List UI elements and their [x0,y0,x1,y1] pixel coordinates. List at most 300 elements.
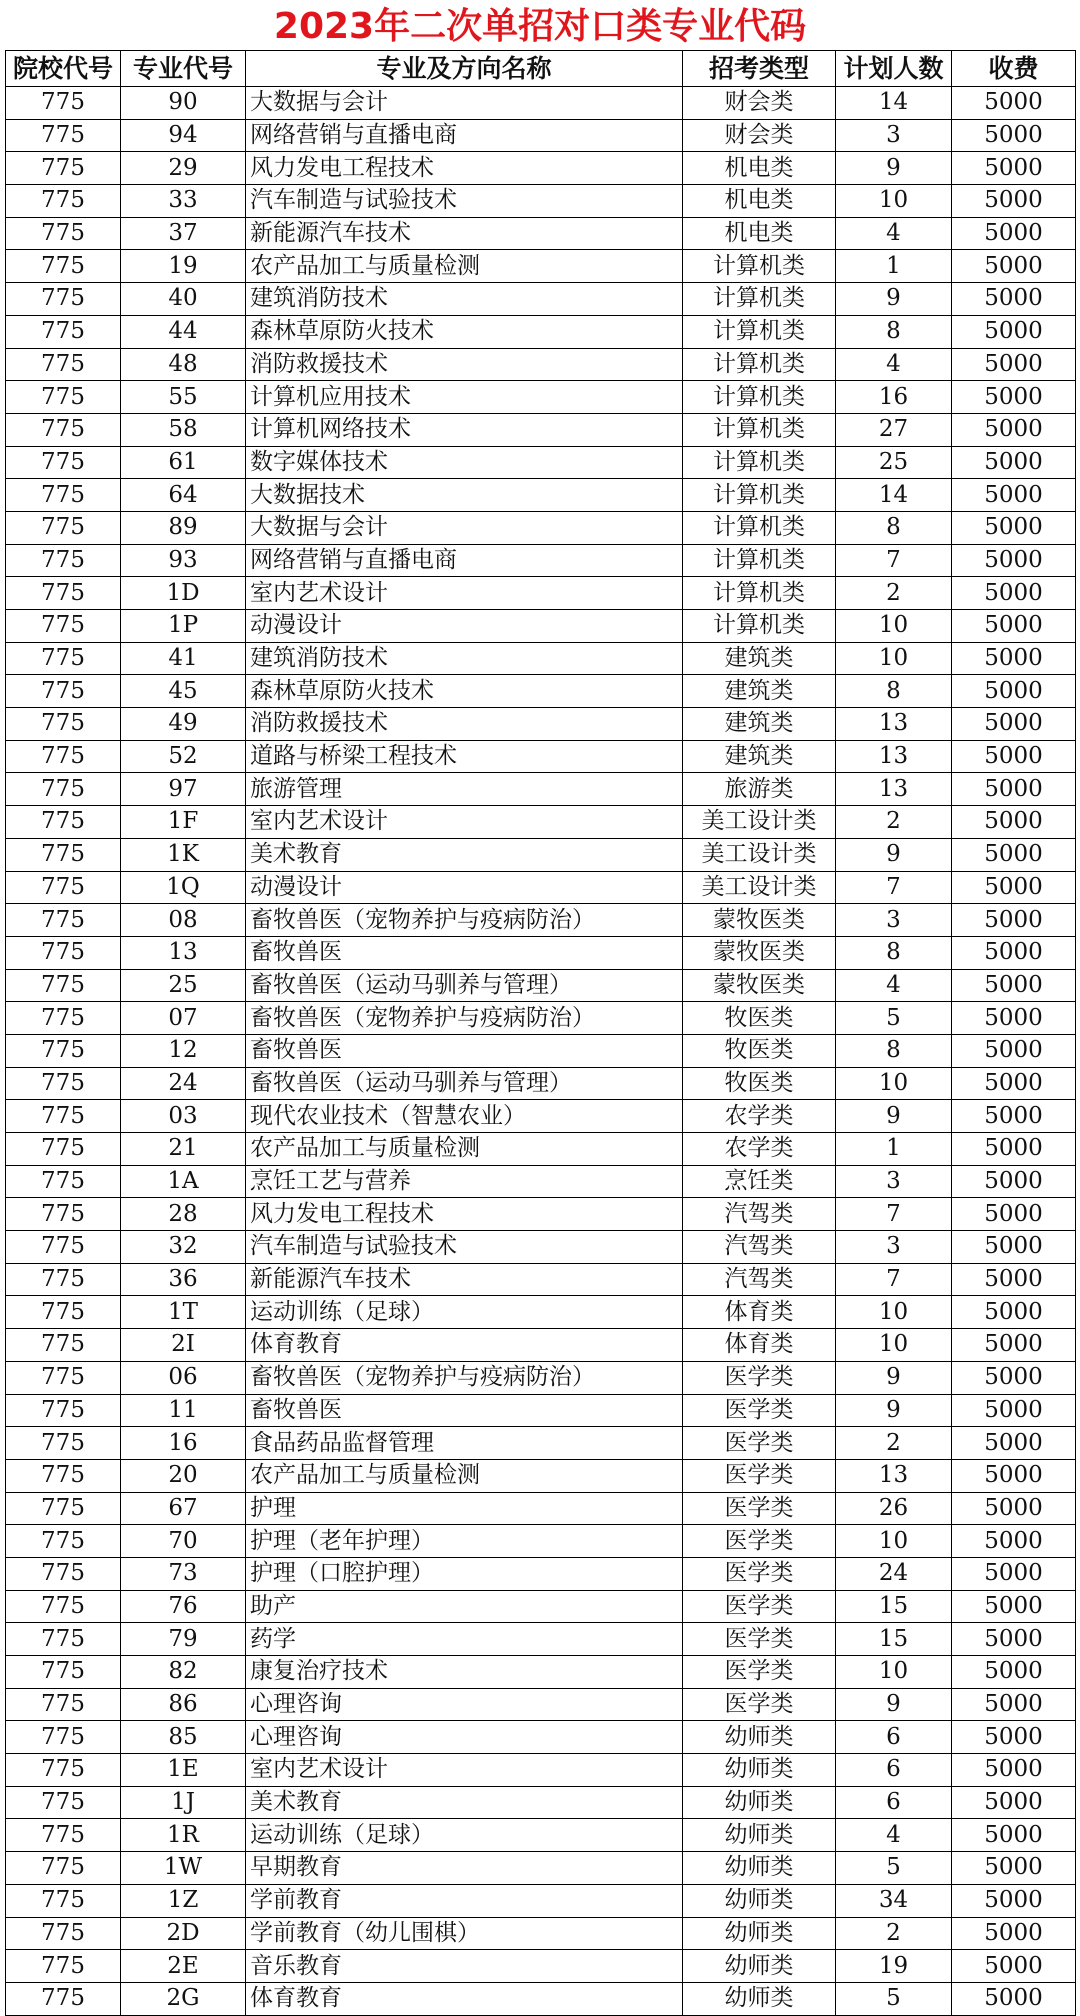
fee-cell: 5000 [952,1067,1076,1100]
table-row [6,544,1076,577]
major-name-cell: 食品药品监督管理 [246,1427,683,1460]
fee-cell: 5000 [952,1721,1076,1754]
major-name-cell: 风力发电工程技术 [246,152,683,185]
plan-count-cell: 4 [836,217,952,250]
plan-count-cell: 9 [836,283,952,316]
major-name-cell: 室内艺术设计 [246,806,683,839]
fee-cell: 5000 [952,1950,1076,1983]
major-name-cell: 网络营销与直播电商 [246,544,683,577]
fee-cell: 5000 [952,1819,1076,1852]
plan-count-cell: 3 [836,1231,952,1264]
fee-cell: 5000 [952,479,1076,512]
fee-cell: 5000 [952,1525,1076,1558]
exam-type-cell: 计算机类 [683,315,836,348]
table-row [6,936,1076,969]
exam-type-cell: 牧医类 [683,1002,836,1035]
school-code-cell: 775 [6,610,121,643]
major-code-cell: 2E [121,1950,246,1983]
major-name-cell: 新能源汽车技术 [246,217,683,250]
table-row [6,642,1076,675]
header-school-code: 院校代号 [6,51,121,87]
fee-cell: 5000 [952,1198,1076,1231]
table-row [6,577,1076,610]
major-name-cell: 畜牧兽医（运动马驯养与管理） [246,969,683,1002]
major-code-cell: 97 [121,773,246,806]
major-name-cell: 美术教育 [246,1786,683,1819]
plan-count-cell: 24 [836,1557,952,1590]
exam-type-cell: 医学类 [683,1459,836,1492]
major-code-cell: 1F [121,806,246,839]
school-code-cell: 775 [6,1721,121,1754]
plan-count-cell: 8 [836,315,952,348]
table-row [6,1231,1076,1264]
major-name-cell: 森林草原防火技术 [246,675,683,708]
table-row [6,708,1076,741]
plan-count-cell: 10 [836,1067,952,1100]
major-name-cell: 畜牧兽医 [246,1394,683,1427]
exam-type-cell: 幼师类 [683,1721,836,1754]
table-row [6,479,1076,512]
plan-count-cell: 13 [836,740,952,773]
plan-count-cell: 2 [836,577,952,610]
table-row [6,1982,1076,2015]
exam-type-cell: 建筑类 [683,740,836,773]
fee-cell: 5000 [952,740,1076,773]
fee-cell: 5000 [952,1231,1076,1264]
exam-type-cell: 医学类 [683,1394,836,1427]
plan-count-cell: 13 [836,708,952,741]
major-code-cell: 1Z [121,1884,246,1917]
major-name-cell: 室内艺术设计 [246,1754,683,1787]
major-name-cell: 畜牧兽医（宠物养护与疫病防治） [246,1361,683,1394]
major-name-cell: 畜牧兽医 [246,936,683,969]
exam-type-cell: 体育类 [683,1329,836,1362]
school-code-cell: 775 [6,806,121,839]
table-row [6,1459,1076,1492]
school-code-cell: 775 [6,185,121,218]
major-code-cell: 25 [121,969,246,1002]
fee-cell: 5000 [952,1688,1076,1721]
table-row [6,1394,1076,1427]
exam-type-cell: 蒙牧医类 [683,936,836,969]
fee-cell: 5000 [952,871,1076,904]
major-code-cell: 1W [121,1852,246,1885]
fee-cell: 5000 [952,904,1076,937]
fee-cell: 5000 [952,119,1076,152]
major-name-cell: 学前教育（幼儿围棋） [246,1917,683,1950]
table-row [6,871,1076,904]
major-code-cell: 19 [121,250,246,283]
table-row [6,1198,1076,1231]
exam-type-cell: 汽驾类 [683,1198,836,1231]
major-code-cell: 33 [121,185,246,218]
table-row [6,152,1076,185]
table-row [6,1133,1076,1166]
exam-type-cell: 体育类 [683,1296,836,1329]
fee-cell: 5000 [952,1623,1076,1656]
school-code-cell: 775 [6,348,121,381]
plan-count-cell: 10 [836,1525,952,1558]
plan-count-cell: 2 [836,1917,952,1950]
exam-type-cell: 幼师类 [683,1884,836,1917]
table-row [6,1819,1076,1852]
exam-type-cell: 医学类 [683,1656,836,1689]
major-name-cell: 音乐教育 [246,1950,683,1983]
major-code-cell: 21 [121,1133,246,1166]
table-row [6,1590,1076,1623]
exam-type-cell: 美工设计类 [683,806,836,839]
major-name-cell: 心理咨询 [246,1721,683,1754]
fee-cell: 5000 [952,1982,1076,2015]
major-code-cell: 55 [121,381,246,414]
fee-cell: 5000 [952,1917,1076,1950]
major-code-cell: 90 [121,87,246,120]
major-name-cell: 学前教育 [246,1884,683,1917]
school-code-cell: 775 [6,1917,121,1950]
fee-cell: 5000 [952,610,1076,643]
exam-type-cell: 机电类 [683,152,836,185]
table-row [6,250,1076,283]
table-row [6,1786,1076,1819]
school-code-cell: 775 [6,577,121,610]
fee-cell: 5000 [952,217,1076,250]
fee-cell: 5000 [952,1296,1076,1329]
table-row [6,1263,1076,1296]
table-row [6,675,1076,708]
school-code-cell: 775 [6,511,121,544]
table-row [6,1361,1076,1394]
major-code-cell: 41 [121,642,246,675]
major-code-cell: 1T [121,1296,246,1329]
major-name-cell: 烹饪工艺与营养 [246,1165,683,1198]
major-code-cell: 73 [121,1557,246,1590]
school-code-cell: 775 [6,708,121,741]
plan-count-cell: 7 [836,871,952,904]
school-code-cell: 775 [6,119,121,152]
fee-cell: 5000 [952,544,1076,577]
fee-cell: 5000 [952,1361,1076,1394]
school-code-cell: 775 [6,642,121,675]
exam-type-cell: 建筑类 [683,642,836,675]
plan-count-cell: 9 [836,1100,952,1133]
exam-type-cell: 医学类 [683,1525,836,1558]
plan-count-cell: 26 [836,1492,952,1525]
fee-cell: 5000 [952,936,1076,969]
header-major-code: 专业代号 [121,51,246,87]
header-plan-count: 计划人数 [836,51,952,87]
fee-cell: 5000 [952,381,1076,414]
plan-count-cell: 4 [836,969,952,1002]
fee-cell: 5000 [952,413,1076,446]
major-code-cell: 58 [121,413,246,446]
exam-type-cell: 汽驾类 [683,1263,836,1296]
table-row [6,1329,1076,1362]
major-name-cell: 大数据与会计 [246,511,683,544]
major-name-cell: 大数据与会计 [246,87,683,120]
major-code-cell: 94 [121,119,246,152]
major-code-cell: 85 [121,1721,246,1754]
table-row [6,119,1076,152]
major-code-cell: 1K [121,838,246,871]
major-name-cell: 运动训练（足球） [246,1296,683,1329]
major-name-cell: 畜牧兽医（宠物养护与疫病防治） [246,1002,683,1035]
school-code-cell: 775 [6,1492,121,1525]
exam-type-cell: 汽驾类 [683,1231,836,1264]
plan-count-cell: 10 [836,1329,952,1362]
fee-cell: 5000 [952,1002,1076,1035]
plan-count-cell: 7 [836,544,952,577]
plan-count-cell: 2 [836,1427,952,1460]
fee-cell: 5000 [952,1263,1076,1296]
major-name-cell: 建筑消防技术 [246,283,683,316]
exam-type-cell: 计算机类 [683,479,836,512]
exam-type-cell: 幼师类 [683,1754,836,1787]
plan-count-cell: 1 [836,1133,952,1166]
plan-count-cell: 8 [836,1034,952,1067]
major-code-cell: 16 [121,1427,246,1460]
major-name-cell: 大数据技术 [246,479,683,512]
major-name-cell: 畜牧兽医（宠物养护与疫病防治） [246,904,683,937]
table-row [6,1688,1076,1721]
plan-count-cell: 14 [836,479,952,512]
major-code-cell: 20 [121,1459,246,1492]
table-row [6,1917,1076,1950]
major-name-cell: 森林草原防火技术 [246,315,683,348]
fee-cell: 5000 [952,1492,1076,1525]
school-code-cell: 775 [6,1198,121,1231]
major-name-cell: 计算机应用技术 [246,381,683,414]
major-name-cell: 动漫设计 [246,871,683,904]
major-code-cell: 86 [121,1688,246,1721]
fee-cell: 5000 [952,1852,1076,1885]
fee-cell: 5000 [952,1557,1076,1590]
fee-cell: 5000 [952,185,1076,218]
fee-cell: 5000 [952,773,1076,806]
table-row [6,87,1076,120]
plan-count-cell: 7 [836,1263,952,1296]
exam-type-cell: 美工设计类 [683,838,836,871]
plan-count-cell: 10 [836,185,952,218]
table-row [6,283,1076,316]
school-code-cell: 775 [6,446,121,479]
school-code-cell: 775 [6,152,121,185]
major-code-cell: 1R [121,1819,246,1852]
major-code-cell: 1A [121,1165,246,1198]
school-code-cell: 775 [6,773,121,806]
school-code-cell: 775 [6,1263,121,1296]
school-code-cell: 775 [6,675,121,708]
plan-count-cell: 9 [836,1394,952,1427]
exam-type-cell: 机电类 [683,185,836,218]
plan-count-cell: 14 [836,87,952,120]
table-row [6,315,1076,348]
major-name-cell: 护理 [246,1492,683,1525]
plan-count-cell: 8 [836,511,952,544]
major-name-cell: 农产品加工与质量检测 [246,250,683,283]
major-name-cell: 建筑消防技术 [246,642,683,675]
exam-type-cell: 医学类 [683,1623,836,1656]
exam-type-cell: 计算机类 [683,610,836,643]
table-row [6,1557,1076,1590]
exam-type-cell: 机电类 [683,217,836,250]
exam-type-cell: 医学类 [683,1590,836,1623]
major-name-cell: 农产品加工与质量检测 [246,1459,683,1492]
table-row [6,904,1076,937]
major-name-cell: 美术教育 [246,838,683,871]
major-code-cell: 28 [121,1198,246,1231]
exam-type-cell: 蒙牧医类 [683,904,836,937]
major-code-cell: 29 [121,152,246,185]
school-code-cell: 775 [6,1165,121,1198]
fee-cell: 5000 [952,838,1076,871]
exam-type-cell: 计算机类 [683,544,836,577]
major-code-cell: 1P [121,610,246,643]
fee-cell: 5000 [952,969,1076,1002]
major-code-cell: 2D [121,1917,246,1950]
table-header-row [6,51,1076,87]
exam-type-cell: 牧医类 [683,1034,836,1067]
exam-type-cell: 计算机类 [683,283,836,316]
plan-count-cell: 1 [836,250,952,283]
fee-cell: 5000 [952,1427,1076,1460]
school-code-cell: 775 [6,1296,121,1329]
plan-count-cell: 4 [836,348,952,381]
table-row [6,1623,1076,1656]
plan-count-cell: 9 [836,152,952,185]
header-fee: 收费 [952,51,1076,87]
major-name-cell: 消防救援技术 [246,348,683,381]
table-row [6,1067,1076,1100]
school-code-cell: 775 [6,1754,121,1787]
major-name-cell: 护理（口腔护理） [246,1557,683,1590]
plan-count-cell: 8 [836,675,952,708]
page-title: 2023年二次单招对口类专业代码 [273,6,807,47]
school-code-cell: 775 [6,1034,121,1067]
school-code-cell: 775 [6,1950,121,1983]
table-row [6,1754,1076,1787]
major-name-cell: 药学 [246,1623,683,1656]
exam-type-cell: 烹饪类 [683,1165,836,1198]
plan-count-cell: 5 [836,1982,952,2015]
exam-type-cell: 农学类 [683,1133,836,1166]
major-code-cell: 89 [121,511,246,544]
school-code-cell: 775 [6,283,121,316]
plan-count-cell: 5 [836,1852,952,1885]
major-name-cell: 汽车制造与试验技术 [246,1231,683,1264]
table-row [6,511,1076,544]
major-name-cell: 早期教育 [246,1852,683,1885]
major-code-cell: 67 [121,1492,246,1525]
exam-type-cell: 计算机类 [683,577,836,610]
fee-cell: 5000 [952,1656,1076,1689]
exam-type-cell: 医学类 [683,1361,836,1394]
school-code-cell: 775 [6,1427,121,1460]
fee-cell: 5000 [952,1329,1076,1362]
major-name-cell: 旅游管理 [246,773,683,806]
major-code-cell: 76 [121,1590,246,1623]
plan-count-cell: 16 [836,381,952,414]
fee-cell: 5000 [952,1034,1076,1067]
major-code-cell: 12 [121,1034,246,1067]
school-code-cell: 775 [6,1525,121,1558]
school-code-cell: 775 [6,740,121,773]
school-code-cell: 775 [6,1819,121,1852]
major-code-cell: 45 [121,675,246,708]
major-code-cell: 37 [121,217,246,250]
major-name-cell: 体育教育 [246,1329,683,1362]
table-row [6,1002,1076,1035]
school-code-cell: 775 [6,315,121,348]
major-code-cell: 52 [121,740,246,773]
exam-type-cell: 医学类 [683,1427,836,1460]
exam-type-cell: 计算机类 [683,413,836,446]
fee-cell: 5000 [952,642,1076,675]
major-code-table [5,50,1076,2016]
school-code-cell: 775 [6,217,121,250]
fee-cell: 5000 [952,1100,1076,1133]
plan-count-cell: 13 [836,773,952,806]
plan-count-cell: 3 [836,119,952,152]
school-code-cell: 775 [6,1590,121,1623]
major-code-cell: 61 [121,446,246,479]
exam-type-cell: 幼师类 [683,1786,836,1819]
fee-cell: 5000 [952,1459,1076,1492]
fee-cell: 5000 [952,1133,1076,1166]
fee-cell: 5000 [952,446,1076,479]
school-code-cell: 775 [6,1688,121,1721]
exam-type-cell: 牧医类 [683,1067,836,1100]
major-code-cell: 64 [121,479,246,512]
fee-cell: 5000 [952,806,1076,839]
major-code-cell: 48 [121,348,246,381]
fee-cell: 5000 [952,1590,1076,1623]
major-code-cell: 06 [121,1361,246,1394]
school-code-cell: 775 [6,904,121,937]
school-code-cell: 775 [6,1557,121,1590]
major-code-cell: 32 [121,1231,246,1264]
school-code-cell: 775 [6,1100,121,1133]
school-code-cell: 775 [6,250,121,283]
school-code-cell: 775 [6,479,121,512]
major-code-cell: 1Q [121,871,246,904]
plan-count-cell: 4 [836,1819,952,1852]
school-code-cell: 775 [6,1067,121,1100]
exam-type-cell: 建筑类 [683,708,836,741]
fee-cell: 5000 [952,577,1076,610]
major-code-cell: 1E [121,1754,246,1787]
table-row [6,1034,1076,1067]
plan-count-cell: 34 [836,1884,952,1917]
exam-type-cell: 计算机类 [683,381,836,414]
fee-cell: 5000 [952,1786,1076,1819]
table-row [6,381,1076,414]
major-code-cell: 70 [121,1525,246,1558]
major-code-cell: 93 [121,544,246,577]
major-name-cell: 体育教育 [246,1982,683,2015]
school-code-cell: 775 [6,936,121,969]
major-name-cell: 畜牧兽医 [246,1034,683,1067]
header-exam-type: 招考类型 [683,51,836,87]
school-code-cell: 775 [6,1394,121,1427]
exam-type-cell: 农学类 [683,1100,836,1133]
school-code-cell: 775 [6,969,121,1002]
school-code-cell: 775 [6,871,121,904]
school-code-cell: 775 [6,1786,121,1819]
exam-type-cell: 医学类 [683,1557,836,1590]
plan-count-cell: 10 [836,1656,952,1689]
school-code-cell: 775 [6,1982,121,2015]
major-name-cell: 数字媒体技术 [246,446,683,479]
